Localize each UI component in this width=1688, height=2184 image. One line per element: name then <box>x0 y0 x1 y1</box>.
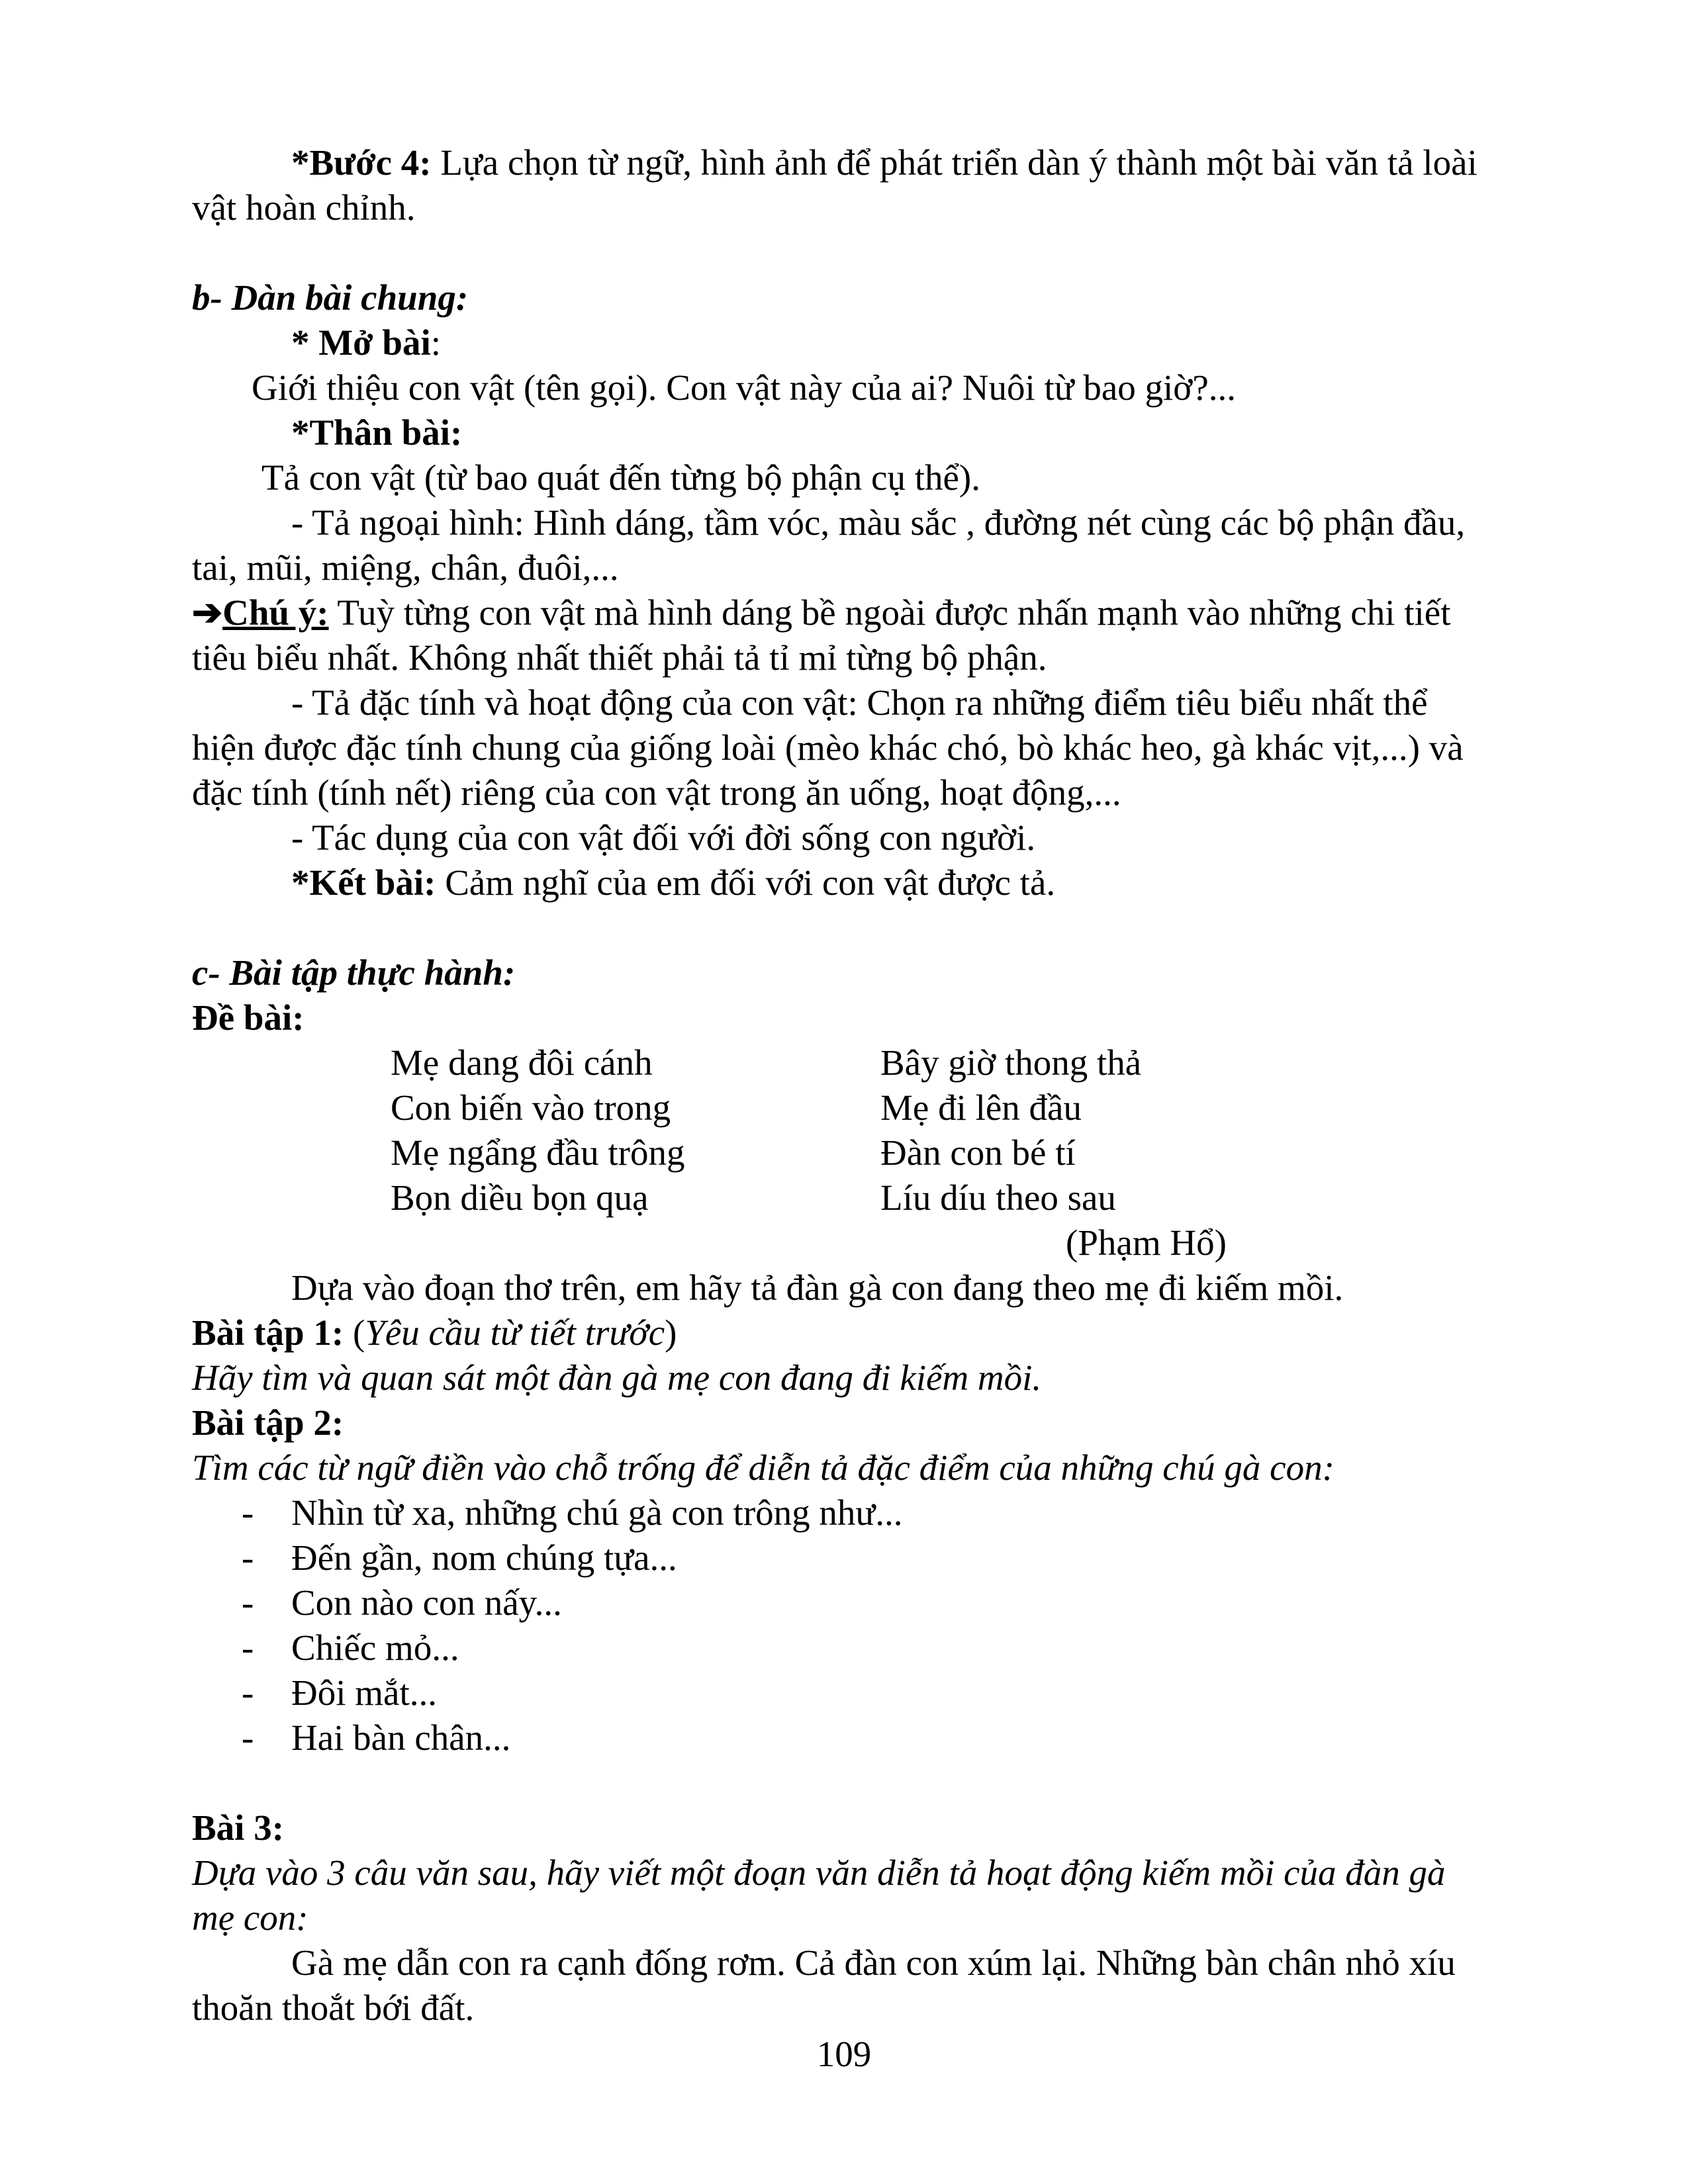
practice-heading: c- Bài tập thực hành: <box>192 952 516 993</box>
mo-bai-text: Giới thiệu con vật (tên gọi). Con vật này của ai? Nuôi từ bao giờ?... <box>252 367 1237 408</box>
poem-line: Mẹ đi lên đầu <box>880 1087 1082 1128</box>
list-item-text: Hai bàn chân... <box>291 1717 511 1758</box>
bt1-text: Hãy tìm và quan sát một đàn gà mẹ con đang đi kiếm mồi. <box>192 1357 1042 1398</box>
bt1-label: Bài tập 1: <box>192 1312 344 1353</box>
arrow-right-icon: ➔ <box>192 592 223 633</box>
poem-line: Mẹ ngẩng đầu trông <box>391 1132 685 1173</box>
list-item-text: Chiếc mỏ... <box>291 1627 459 1668</box>
list-item-text: Nhìn từ xa, những chú gà con trông như... <box>291 1492 903 1533</box>
poem <box>192 1040 1556 1220</box>
bt1-close-paren: ) <box>665 1312 677 1353</box>
poem-line: Mẹ dang đôi cánh <box>391 1042 653 1083</box>
dash-icon: - <box>242 1717 254 1758</box>
list-item <box>192 1715 1556 1760</box>
list-item <box>192 1580 1556 1625</box>
poem-author: (Phạm Hổ) <box>1066 1222 1227 1263</box>
bt1-note: Yêu cầu từ tiết trước <box>365 1312 665 1353</box>
list-item <box>192 1625 1556 1670</box>
bt1-open-paren: ( <box>344 1312 365 1353</box>
poem-right-column <box>880 1040 1141 1220</box>
bt3-text-1: Dựa vào 3 câu văn sau, hãy viết một đoạn văn diễn tả hoạt động kiếm mồi của đàn gà <box>192 1852 1446 1893</box>
bt3-paragraph-1: Gà mẹ dẫn con ra cạnh đống rơm. Cả đàn con xúm lại. Những bàn chân nhỏ xíu <box>291 1942 1456 1983</box>
poem-line: Bây giờ thong thả <box>880 1042 1142 1083</box>
note-text-1: Tuỳ từng con vật mà hình dáng bề ngoài được nhấn mạnh vào những chi tiết <box>328 592 1451 633</box>
ket-bai-label: *Kết bài: <box>291 862 436 903</box>
page-number: 109 <box>816 2034 872 2074</box>
document-page <box>192 140 1556 2030</box>
tac-dung-line: - Tác dụng của con vật đối với đời sống con người. <box>291 817 1036 858</box>
list-item <box>192 1670 1556 1715</box>
dac-tinh-line-3: đặc tính (tính nết) riêng của con vật trong ăn uống, hoạt động,... <box>192 772 1121 813</box>
ket-bai-line <box>192 860 1556 905</box>
list-item <box>192 1490 1556 1535</box>
step4-text-2: vật hoàn chỉnh. <box>192 187 416 228</box>
poem-left-column <box>391 1040 685 1220</box>
poem-line: Đàn con bé tí <box>880 1132 1076 1173</box>
de-bai-label: Đề bài: <box>192 997 305 1038</box>
mo-bai-heading <box>192 320 1556 365</box>
bt2-text: Tìm các từ ngữ điền vào chỗ trống để diễn tả đặc điểm của những chú gà con: <box>192 1447 1335 1488</box>
mo-bai-label: * Mở bài <box>291 322 431 363</box>
practice-prompt: Dựa vào đoạn thơ trên, em hãy tả đàn gà con đang theo mẹ đi kiếm mồi. <box>291 1267 1344 1308</box>
dash-icon: - <box>242 1537 254 1578</box>
ngoai-hinh-line-2: tai, mũi, miệng, chân, đuôi,... <box>192 547 619 588</box>
than-bai-text: Tả con vật (từ bao quát đến từng bộ phận cụ thể). <box>261 457 980 498</box>
list-item-text: Con nào con nấy... <box>291 1582 562 1623</box>
step4-text-1: Lựa chọn từ ngữ, hình ảnh để phát triển dàn ý thành một bài văn tả loài <box>431 142 1477 183</box>
dash-icon: - <box>242 1672 254 1713</box>
bt3-paragraph-2: thoăn thoắt bới đất. <box>192 1987 475 2028</box>
dash-icon: - <box>242 1492 254 1533</box>
bt1-heading <box>192 1310 1556 1355</box>
poem-line: Líu díu theo sau <box>880 1177 1116 1218</box>
poem-line: Bọn diều bọn quạ <box>391 1177 649 1218</box>
dac-tinh-line-1: - Tả đặc tính và hoạt động của con vật: Chọn ra những điểm tiêu biểu nhất thể <box>291 682 1428 723</box>
than-bai-label: *Thân bài: <box>291 412 463 453</box>
dash-icon: - <box>242 1582 254 1623</box>
note-line-2: tiêu biểu nhất. Không nhất thiết phải tả tỉ mỉ từng bộ phận. <box>192 637 1047 678</box>
dash-icon: - <box>242 1627 254 1668</box>
list-item <box>192 1535 1556 1580</box>
list-item-text: Đôi mắt... <box>291 1672 437 1713</box>
outline-heading: b- Dàn bài chung: <box>192 277 469 318</box>
list-item-text: Đến gần, nom chúng tựa... <box>291 1537 677 1578</box>
note-label: Chú ý: <box>222 592 329 633</box>
bt2-label: Bài tập 2: <box>192 1402 344 1443</box>
bt3-text-2: mẹ con: <box>192 1897 308 1938</box>
note-line-1 <box>192 590 1556 635</box>
poem-line: Con biến vào trong <box>391 1087 671 1128</box>
step4-line-1 <box>192 140 1556 185</box>
bt3-label: Bài 3: <box>192 1807 285 1848</box>
mo-bai-colon: : <box>430 322 442 363</box>
step4-label: *Bước 4: <box>291 142 432 183</box>
ket-bai-text: Cảm nghĩ của em đối với con vật được tả. <box>436 862 1056 903</box>
dac-tinh-line-2: hiện được đặc tính chung của giống loài (mèo khác chó, bò khác heo, gà khác vịt,...) và <box>192 727 1464 768</box>
ngoai-hinh-line-1: - Tả ngoại hình: Hình dáng, tầm vóc, màu sắc , đường nét cùng các bộ phận đầu, <box>291 502 1466 543</box>
